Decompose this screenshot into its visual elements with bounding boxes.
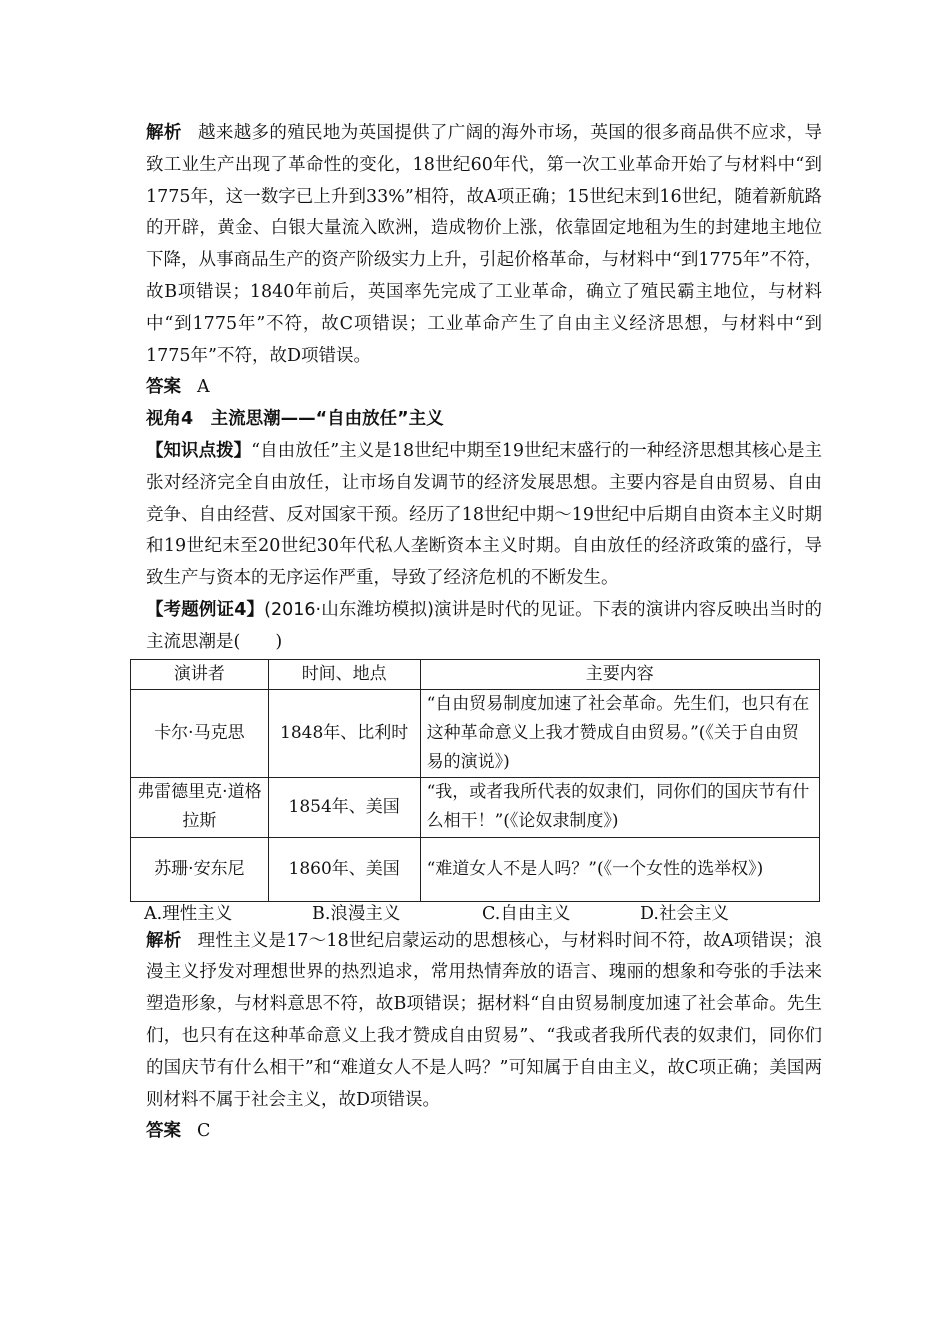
q3-analysis (146, 118, 822, 372)
answer-value: C (197, 1121, 211, 1142)
analysis-text: 越来越多的殖民地为英国提供了广阔的海外市场，英国的很多商品供不应求，导致工业生产出现了革命性的变化，18世纪60年代，第一次工业革命开始了与材料中“到1775年，这一数字已上升到33%”相符，故A项正确；15世纪末到16世纪，随着新航路的开辟，黄金、白银大量流入欧洲，造成物价上涨，依靠固定地租为生的封建地主地位下降，从事商品生产的资产阶级实力上升，引起价格革命，与材料中“到1775年”不符，故B项错误；1840年前后，英国率先完成了工业革命，确立了殖民霸主地位，与材料中“到1775年”不符，故C项错误；工业革命产生了自由主义经济思想，与材料中“到1775年”不符，故D项错误。 (146, 123, 823, 366)
content-cell: “我，或者我所代表的奴隶们，同你们的国庆节有什么相干！”(《论奴隶制度》) (420, 777, 819, 837)
knowledge-label: 【知识点拨】 (146, 440, 252, 461)
option-d: D.社会主义 (640, 903, 729, 924)
example-analysis (146, 926, 822, 1117)
table-header: 时间、地点 (268, 659, 420, 689)
section-heading: 视角4 主流思潮——“自由放任”主义 (146, 409, 444, 430)
content-cell: “难道女人不是人吗？”(《一个女性的选举权》) (420, 837, 819, 901)
options-row (144, 902, 822, 926)
option-a: A.理性主义 (144, 903, 233, 924)
example-question (146, 595, 822, 659)
example-question-text: 演讲是时代的见证。下表的演讲内容反映出当时的主流思潮是( ) (146, 599, 823, 652)
answer-label: 答案 (146, 1121, 181, 1142)
table-header: 演讲者 (131, 659, 269, 689)
speaker-cell: 苏珊·安东尼 (131, 837, 269, 901)
document-page (137, 118, 823, 1148)
time-place-cell: 1848年、比利时 (268, 689, 420, 777)
analysis-text: 理性主义是17～18世纪启蒙运动的思想核心，与材料时间不符，故A项错误；浪漫主义抒发对理想世界的热烈追求，常用热情奔放的语言、瑰丽的想象和夸张的手法来塑造形象，与材料意思不符，故B项错误；据材料“自由贸易制度加速了社会革命。先生们，也只有在这种革命意义上我才赞成自由贸易”、“我或者我所代表的奴隶们，同你们的国庆节有什么相干”和“难道女人不是人吗？”可知属于自由主义，故C项正确；美国两则材料不属于社会主义，故D项错误。 (146, 930, 823, 1110)
example-source: (2016·山东潍坊模拟) (264, 599, 434, 620)
analysis-label: 解析 (146, 123, 182, 143)
content-cell: “自由贸易制度加速了社会革命。先生们，也只有在这种革命意义上我才赞成自由贸易。”(《关于自由贸易的演说》) (420, 689, 819, 777)
time-place-cell: 1854年、美国 (268, 777, 420, 837)
table-row (131, 777, 820, 837)
answer-label: 答案 (146, 377, 181, 398)
analysis-label: 解析 (146, 930, 182, 951)
example-answer (146, 1116, 822, 1148)
table-header-row (131, 659, 820, 689)
knowledge-paragraph (146, 436, 822, 595)
speaker-cell: 卡尔·马克思 (131, 689, 269, 777)
speaker-cell: 弗雷德里克·道格拉斯 (131, 777, 269, 837)
table-header: 主要内容 (420, 659, 819, 689)
table-row (131, 837, 820, 901)
q3-answer (146, 372, 822, 404)
option-c: C.自由主义 (482, 903, 571, 924)
time-place-cell: 1860年、美国 (268, 837, 420, 901)
table-row (131, 689, 820, 777)
example-label: 【考题例证4】 (146, 599, 265, 620)
speech-table (130, 659, 820, 902)
option-b: B.浪漫主义 (312, 903, 401, 924)
answer-value: A (197, 377, 210, 398)
knowledge-text: “自由放任”主义是18世纪中期至19世纪末盛行的一种经济思想其核心是主张对经济完全自由放任，让市场自发调节的经济发展思想。主要内容是自由贸易、自由竞争、自由经营、反对国家干预。经历了18世纪中期～19世纪中后期自由资本主义时期和19世纪末至20世纪30年代私人垄断资本主义时期。自由放任的经济政策的盛行，导致生产与资本的无序运作严重，导致了经济危机的不断发生。 (146, 440, 822, 589)
